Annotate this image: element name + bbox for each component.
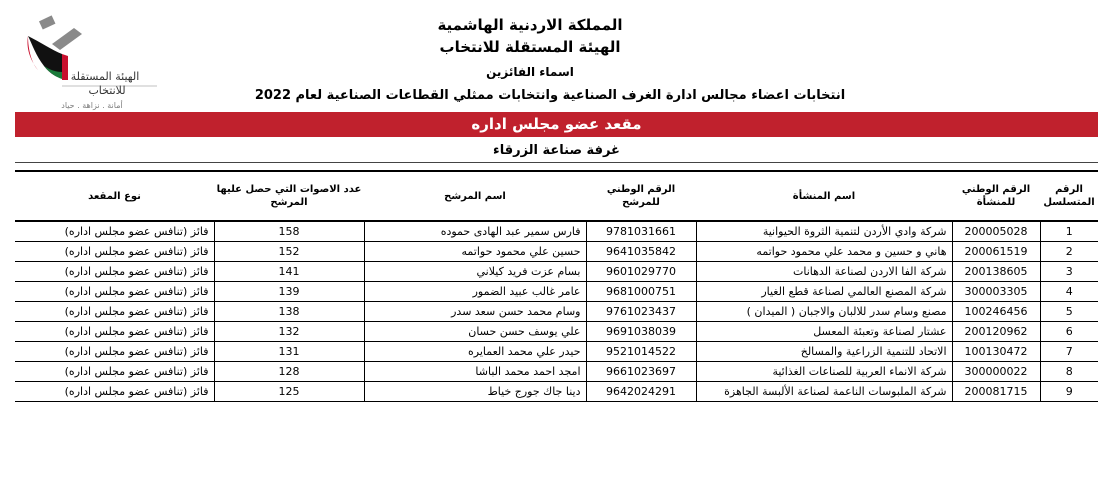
table-row: [15, 242, 1098, 262]
cell-serial: 5: [1040, 302, 1098, 322]
cell-facility-name: شركة وادي الأردن لتنمية الثروة الحيوانية: [696, 221, 952, 242]
cell-serial: 1: [1040, 221, 1098, 242]
cell-facility-name: شركة الملبوسات الناعمة لصناعة الألبسة الجاهزة: [696, 382, 952, 402]
cell-facility-name: الاتحاد للتنمية الزراعية والمسالخ: [696, 342, 952, 362]
header-line-1: المملكة الاردنية الهاشمية: [437, 16, 623, 34]
column-header-serial: الرقم المتسلسل: [1040, 171, 1098, 221]
cell-votes: 138: [214, 302, 364, 322]
table-row: [15, 342, 1098, 362]
cell-seat-type: فائز (تنافس عضو مجلس اداره): [15, 262, 214, 282]
cell-seat-type: فائز (تنافس عضو مجلس اداره): [15, 322, 214, 342]
cell-candidate-id: 9691038039: [586, 322, 696, 342]
column-header-votes: عدد الاصوات التي حصل عليها المرشح: [214, 171, 364, 221]
column-header-candidate-name: اسم المرشح: [364, 171, 586, 221]
cell-candidate-name: حسين علي محمود حواتمه: [364, 242, 586, 262]
cell-serial: 9: [1040, 382, 1098, 402]
cell-seat-type: فائز (تنافس عضو مجلس اداره): [15, 302, 214, 322]
table-header-row: [15, 171, 1098, 221]
cell-facility-id: 200138605: [952, 262, 1040, 282]
cell-votes: 125: [214, 382, 364, 402]
cell-candidate-id: 9781031661: [586, 221, 696, 242]
cell-facility-name: شركة الانماء العربية للصناعات الغذائية: [696, 362, 952, 382]
cell-facility-name: عشتار لصناعة وتعبئة المعسل: [696, 322, 952, 342]
cell-serial: 2: [1040, 242, 1098, 262]
column-header-seat-type: نوع المقعد: [15, 171, 214, 221]
cell-facility-id: 100246456: [952, 302, 1040, 322]
cell-facility-id: 200061519: [952, 242, 1040, 262]
cell-serial: 7: [1040, 342, 1098, 362]
cell-facility-id: 200120962: [952, 322, 1040, 342]
cell-candidate-name: علي يوسف حسن حسان: [364, 322, 586, 342]
cell-candidate-id: 9661023697: [586, 362, 696, 382]
header-line-3: اسماء الفائزين: [486, 65, 574, 79]
cell-candidate-name: حيدر علي محمد العمايره: [364, 342, 586, 362]
cell-serial: 8: [1040, 362, 1098, 382]
section-title-bar: مقعد عضو مجلس اداره: [15, 112, 1098, 137]
cell-votes: 128: [214, 362, 364, 382]
cell-candidate-id: 9761023437: [586, 302, 696, 322]
cell-serial: 4: [1040, 282, 1098, 302]
cell-candidate-name: وسام محمد حسن سعد سدر: [364, 302, 586, 322]
cell-votes: 131: [214, 342, 364, 362]
cell-candidate-name: بسام عزت فريد كيلاني: [364, 262, 586, 282]
logo-motto: أمانة . نزاهة . حياد: [61, 101, 123, 110]
logo-text-line1: الهيئة المستقلة: [70, 70, 140, 83]
cell-votes: 132: [214, 322, 364, 342]
table-row: [15, 282, 1098, 302]
cell-facility-id: 100130472: [952, 342, 1040, 362]
cell-candidate-name: فارس سمير عبد الهادى حموده: [364, 221, 586, 242]
cell-candidate-name: امجد احمد محمد الباشا: [364, 362, 586, 382]
cell-seat-type: فائز (تنافس عضو مجلس اداره): [15, 382, 214, 402]
cell-candidate-id: 9521014522: [586, 342, 696, 362]
cell-candidate-id: 9642024291: [586, 382, 696, 402]
cell-facility-name: هاني و حسين و محمد علي محمود حواتمه: [696, 242, 952, 262]
cell-candidate-name: دينا جاك جورج خياط: [364, 382, 586, 402]
cell-candidate-id: 9681000751: [586, 282, 696, 302]
cell-facility-name: شركة الفا الاردن لصناعة الدهانات: [696, 262, 952, 282]
table-row: [15, 221, 1098, 242]
cell-seat-type: فائز (تنافس عضو مجلس اداره): [15, 242, 214, 262]
cell-candidate-id: 9601029770: [586, 262, 696, 282]
cell-facility-name: شركة المصنع العالمي لصناعة قطع الغيار: [696, 282, 952, 302]
table-row: [15, 382, 1098, 402]
cell-seat-type: فائز (تنافس عضو مجلس اداره): [15, 282, 214, 302]
column-header-candidate-id: الرقم الوطني للمرشح: [586, 171, 696, 221]
cell-serial: 6: [1040, 322, 1098, 342]
column-header-facility-name: اسم المنشأة: [696, 171, 952, 221]
cell-facility-id: 300000022: [952, 362, 1040, 382]
cell-seat-type: فائز (تنافس عضو مجلس اداره): [15, 342, 214, 362]
table-row: [15, 262, 1098, 282]
logo-text-line2: للانتخاب: [88, 84, 126, 97]
cell-facility-name: مصنع وسام سدر للالبان والاجبان ( الميدان ): [696, 302, 952, 322]
column-header-facility-id: الرقم الوطني للمنشأة: [952, 171, 1040, 221]
table-row: [15, 302, 1098, 322]
cell-seat-type: فائز (تنافس عضو مجلس اداره): [15, 362, 214, 382]
cell-seat-type: فائز (تنافس عضو مجلس اداره): [15, 221, 214, 242]
cell-votes: 152: [214, 242, 364, 262]
cell-facility-id: 300003305: [952, 282, 1040, 302]
cell-votes: 139: [214, 282, 364, 302]
table-body: [15, 221, 1098, 402]
cell-votes: 158: [214, 221, 364, 242]
winners-table: [15, 170, 1098, 402]
table-row: [15, 322, 1098, 342]
header-line-4: انتخابات اعضاء مجالس ادارة الغرف الصناعية وانتخابات ممثلي القطاعات الصناعية لعام 2022: [254, 88, 846, 103]
cell-facility-id: 200005028: [952, 221, 1040, 242]
header-line-2: الهيئة المستقلة للانتخاب: [439, 38, 621, 56]
cell-facility-id: 200081715: [952, 382, 1040, 402]
table-row: [15, 362, 1098, 382]
cell-candidate-name: عامر غالب عبيد الضمور: [364, 282, 586, 302]
cell-candidate-id: 9641035842: [586, 242, 696, 262]
chamber-name: غرفة صناعة الزرقاء: [15, 140, 1098, 163]
cell-serial: 3: [1040, 262, 1098, 282]
cell-votes: 141: [214, 262, 364, 282]
